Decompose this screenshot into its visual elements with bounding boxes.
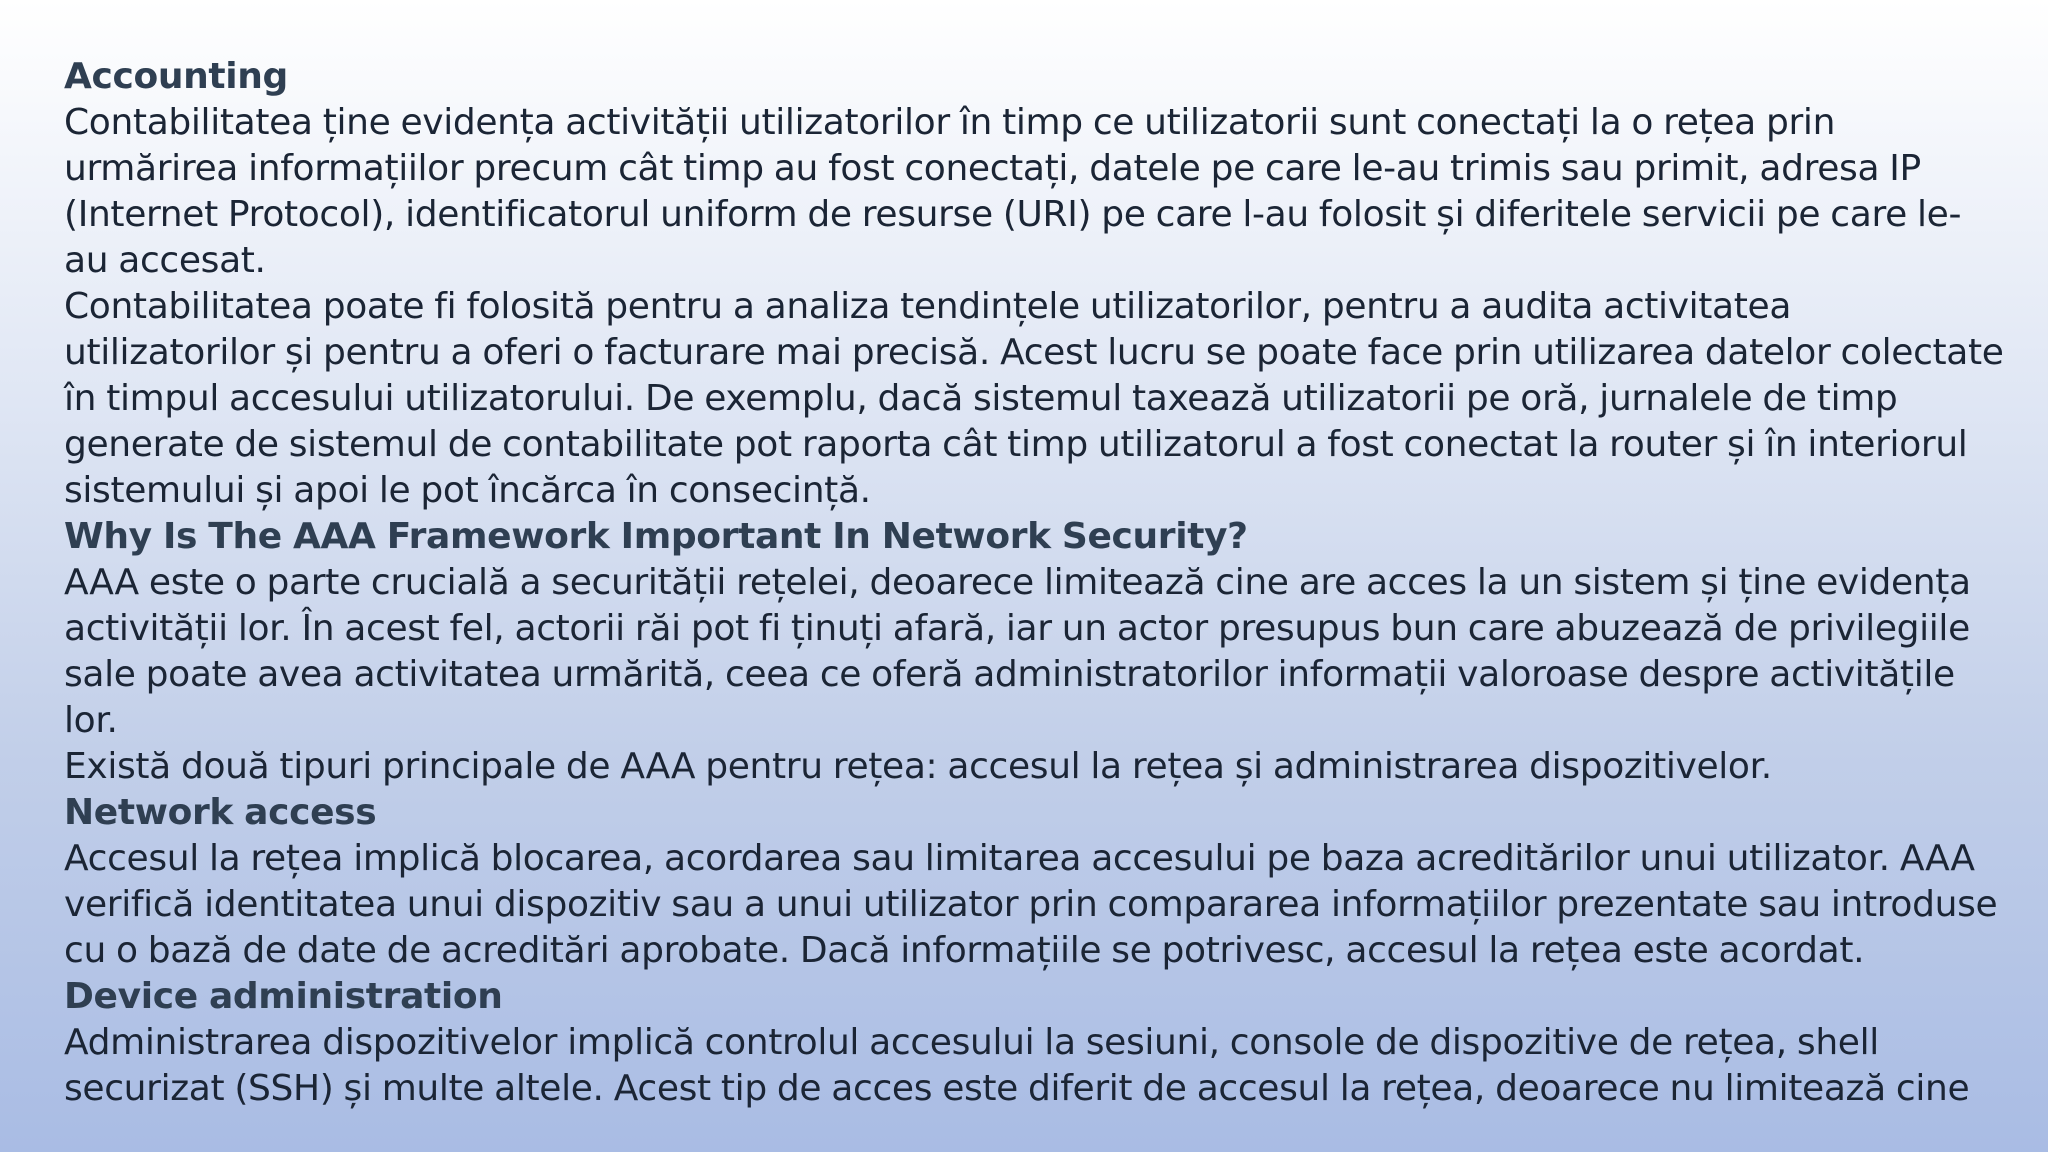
heading-device-administration: Device administration (64, 976, 503, 1017)
paragraph-accounting-1: Contabilitatea ține evidența activității utilizatorilor în timp ce utilizatorii sunt conectați la o rețea prin urmărirea informațiilor precum cât timp au fost conectați, datele pe care le-au trimis sau primit, adresa IP (Internet Protocol), identificatorul uniform de resurse (URI) pe care l-au folosit și diferitele servicii pe care le-au accesat. (64, 102, 1962, 281)
paragraph-network-access: Accesul la rețea implică blocarea, acordarea sau limitarea accesului pe baza acreditărilor unui utilizator. AAA verifică identitatea unui dispozitiv sau a unui utilizator prin compararea informațiilor prezentate sau introduse cu o bază de date de acreditări aprobate. Dacă informațiile se potrivesc, accesul la rețea este acordat. (64, 838, 1998, 971)
heading-why-aaa-important: Why Is The AAA Framework Important In Network Security? (64, 516, 1248, 557)
heading-accounting: Accounting (64, 56, 288, 97)
document-body (64, 54, 2004, 1112)
paragraph-accounting-2: Contabilitatea poate fi folosită pentru a analiza tendințele utilizatorilor, pentru a audita activitatea utilizatorilor și pentru a oferi o facturare mai precisă. Acest lucru se poate face prin utilizarea datelor colectate în timpul accesului utilizatorului. De exemplu, dacă sistemul taxează utilizatorii pe oră, jurnalele de timp generate de sistemul de contabilitate pot raporta cât timp utilizatorul a fost conectat la router și în interiorul sistemului și apoi le pot încărca în consecință. (64, 286, 2004, 511)
paragraph-why-1: AAA este o parte crucială a securității rețelei, deoarece limitează cine are acces la un sistem și ține evidența activității lor. În acest fel, actorii răi pot fi ținuți afară, iar un actor presupus bun care abuzează de privilegiile sale poate avea activitatea urmărită, ceea ce oferă administratorilor informații valoroase despre activitățile lor. (64, 562, 1971, 741)
heading-network-access: Network access (64, 792, 377, 833)
paragraph-why-2: Există două tipuri principale de AAA pentru rețea: accesul la rețea și administrarea dispozitivelor. (64, 746, 1772, 787)
paragraph-device-administration: Administrarea dispozitivelor implică controlul accesului la sesiuni, console de dispozitive de rețea, shell securizat (SSH) și multe altele. Acest tip de acces este diferit de accesul la rețea, deoarece nu limitează cine (64, 1022, 1970, 1109)
